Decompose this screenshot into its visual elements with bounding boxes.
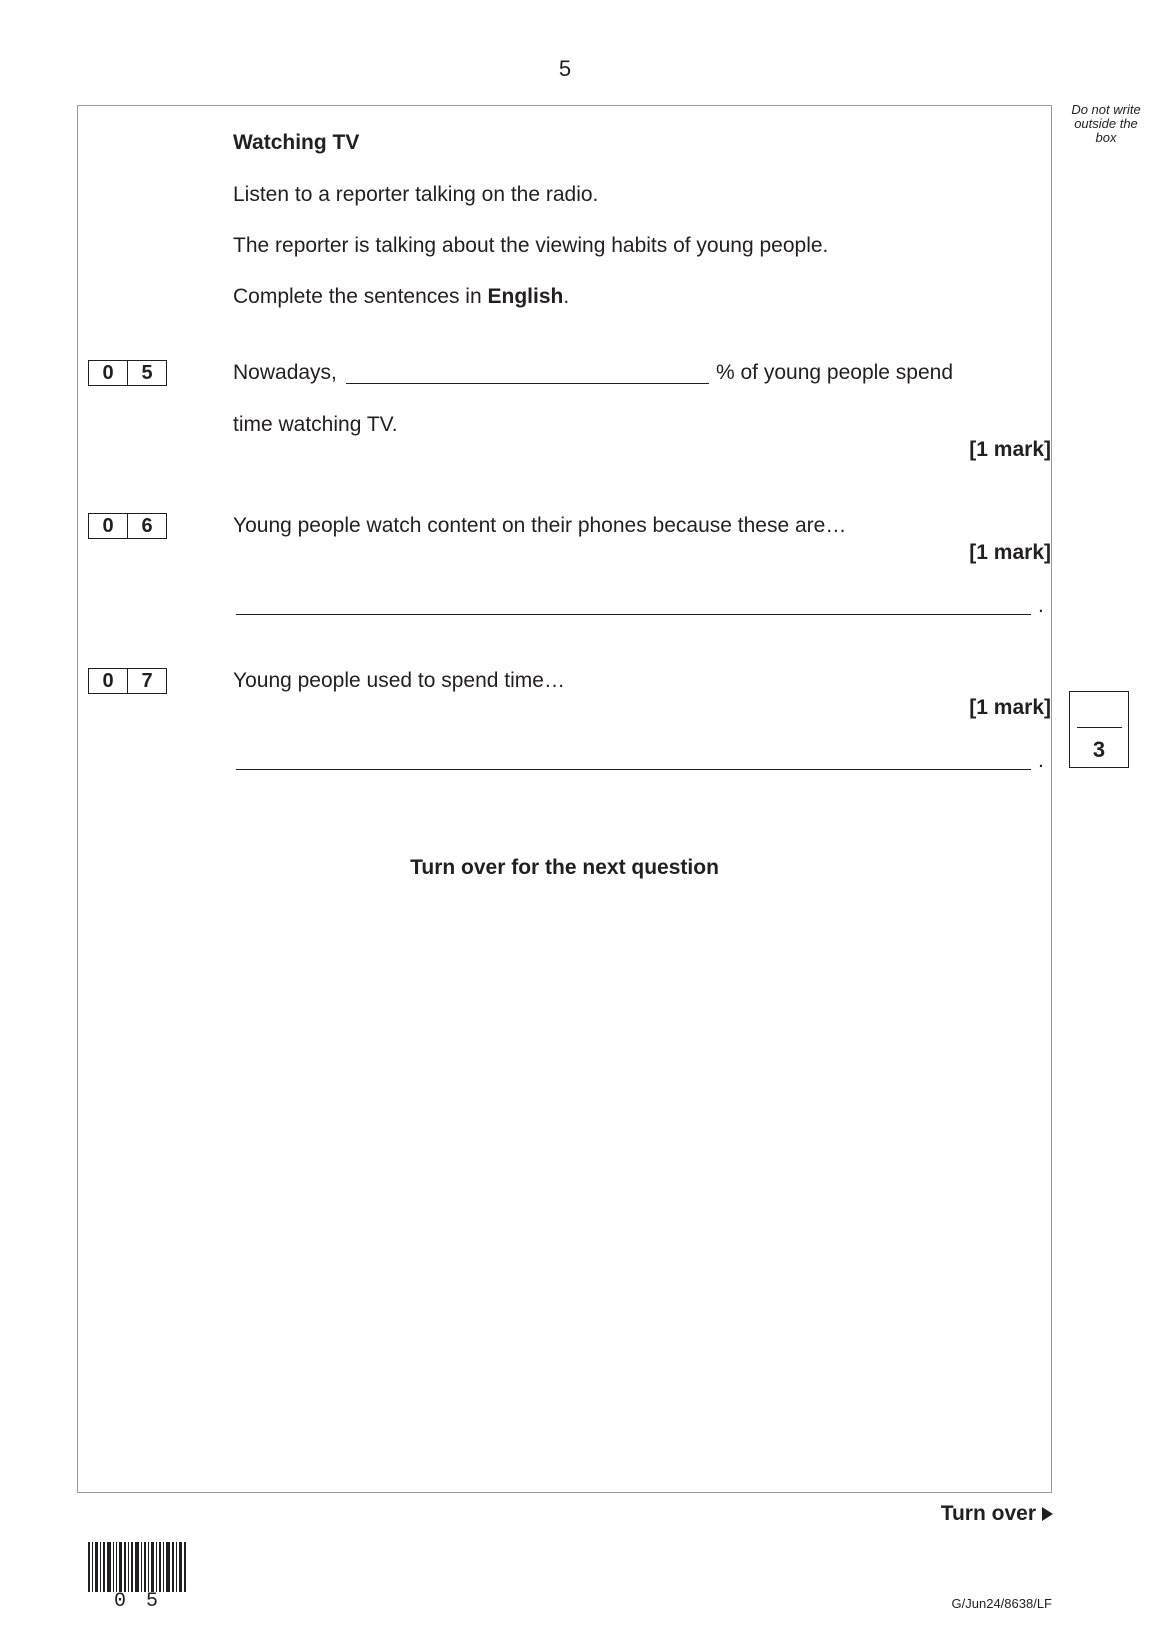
q05-answer-line[interactable] — [346, 383, 709, 384]
q06-line-end: . — [1038, 594, 1044, 617]
instruction-prefix: Complete the sentences in — [233, 285, 488, 308]
question-number-05 — [88, 360, 167, 386]
question-digit: 0 — [102, 362, 114, 384]
instruction — [233, 285, 569, 309]
q06-text: Young people watch content on their phones because these are… — [233, 514, 847, 537]
instruction-language: English — [487, 285, 564, 308]
question-digit: 6 — [127, 514, 166, 538]
score-total: 3 — [1092, 737, 1106, 762]
question-digit: 7 — [127, 669, 166, 693]
q05-text-after: % of young people spend — [716, 361, 954, 384]
play-arrow-icon — [1042, 1507, 1053, 1521]
intro-listen: Listen to a reporter talking on the radio. — [233, 183, 599, 206]
q07-line-end: . — [1038, 749, 1044, 772]
q07-mark: [1 mark] — [969, 696, 1051, 719]
barcode-number: 0 5 — [114, 1590, 163, 1613]
question-number-06 — [88, 513, 167, 539]
instruction-suffix: . — [563, 285, 570, 308]
q06-answer-line[interactable] — [236, 614, 1031, 615]
q07-text: Young people used to spend time… — [233, 669, 565, 692]
score-box-rule — [1077, 727, 1122, 728]
question-digit: 0 — [102, 515, 114, 537]
q05-mark: [1 mark] — [969, 438, 1051, 461]
section-title: Watching TV — [233, 131, 360, 154]
barcode — [88, 1542, 194, 1592]
question-digit: 0 — [102, 670, 114, 692]
question-number-07 — [88, 668, 167, 694]
q05-text-before: Nowadays, — [233, 361, 337, 384]
turn-over-instruction: Turn over for the next question — [410, 856, 719, 879]
page-number: 5 — [558, 56, 572, 81]
answer-frame — [77, 105, 1052, 1493]
turn-over-label: Turn over — [940, 1502, 1036, 1525]
q06-mark: [1 mark] — [969, 541, 1051, 564]
paper-code: G/Jun24/8638/LF — [951, 1596, 1052, 1611]
turn-over — [941, 1502, 1053, 1526]
q07-answer-line[interactable] — [236, 769, 1031, 770]
question-digit: 5 — [127, 361, 166, 385]
margin-note: Do not write outside the box — [1071, 102, 1141, 145]
q05-text-line2: time watching TV. — [233, 413, 398, 436]
intro-reporter: The reporter is talking about the viewing habits of young people. — [233, 234, 829, 257]
